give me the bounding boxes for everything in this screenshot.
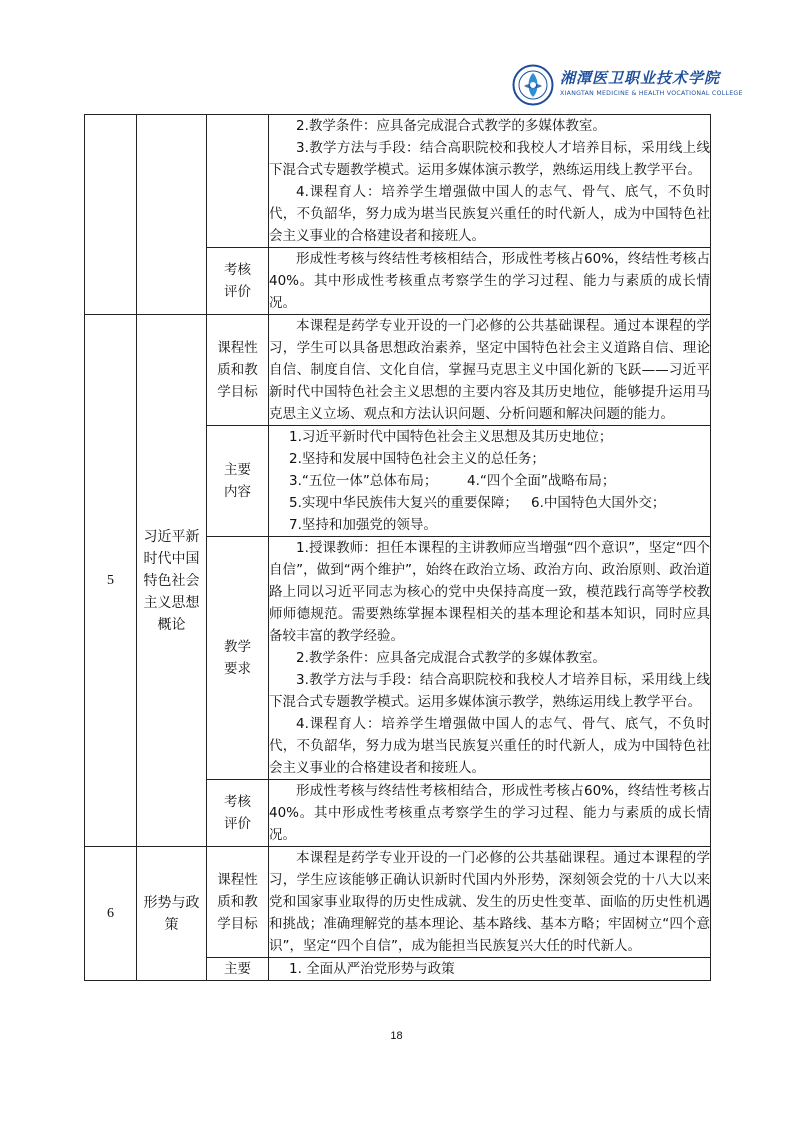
nature-label: 课程性 质和教 学目标 bbox=[207, 847, 269, 958]
assessment-text: 形成性考核与终结性考核相结合，形成性考核占60%，终结性考核占40%。其中形成性考核重点考察学生的学习过程、能力与素质的成长情况。 bbox=[269, 780, 711, 847]
logo-english-name: XIANGTAN MEDICINE & HEALTH VOCATIONAL COLLEGE bbox=[560, 90, 743, 97]
course-name: 形势与政策 bbox=[137, 847, 207, 981]
course-number: 6 bbox=[85, 847, 137, 981]
number-cell-continued bbox=[85, 115, 137, 315]
assessment-label: 考核 评价 bbox=[207, 780, 269, 847]
curriculum-table bbox=[84, 114, 711, 981]
list-item: 1. 全面从严治党形势与政策 bbox=[289, 961, 455, 977]
content-label: 主要 内容 bbox=[207, 426, 269, 537]
teaching-requirements-continued bbox=[269, 115, 711, 248]
teaching-requirements bbox=[269, 537, 711, 780]
course-name: 习近平新时代中国特色社会主义思想概论 bbox=[137, 315, 207, 847]
logo-chinese-name: 湘潭医卫职业技术学院 bbox=[560, 69, 721, 87]
requirement-item: 4.课程育人：培养学生增强做中国人的志气、骨气、底气，不负时代，不负韶华，努力成为堪当民族复兴重任的时代新人，成为中国特色社会主义事业的合格建设者和接班人。 bbox=[269, 184, 710, 244]
list-item: 1.习近平新时代中国特色社会主义思想及其历史地位； bbox=[289, 429, 613, 445]
nature-text: 本课程是药学专业开设的一门必修的公共基础课程。通过本课程的学习，学生应该能够正确认识新时代国内外形势，深刻领会党的十八大以来党和国家事业取得的历史性成就、发生的历史性变革、面临的历史性机遇和挑战；准确理解党的基本理论、基本路线、基本方略；牢固树立“四个意识”，坚定“四个自信”，成为能担当民族复兴大任的时代新人。 bbox=[269, 847, 711, 958]
page-number: 18 bbox=[390, 1030, 403, 1042]
list-item: 2.坚持和发展中国特色社会主义的总任务； bbox=[289, 451, 545, 467]
assessment-text: 形成性考核与终结性考核相结合，形成性考核占60%，终结性考核占40%。其中形成性考核重点考察学生的学习过程、能力与素质的成长情况。 bbox=[269, 248, 711, 315]
requirement-item: 3.教学方法与手段：结合高职院校和我校人才培养目标，采用线上线下混合式专题教学模式。运用多媒体演示教学，熟练运用线上教学平台。 bbox=[269, 672, 710, 710]
requirement-item: 4.课程育人：培养学生增强做中国人的志气、骨气、底气，不负时代，不负韶华，努力成为堪当民族复兴重任的时代新人，成为中国特色社会主义事业的合格建设者和接班人。 bbox=[269, 716, 710, 776]
label-cell-continued bbox=[207, 115, 269, 248]
nature-text: 本课程是药学专业开设的一门必修的公共基础课程。通过本课程的学习，学生可以具备思想政治素养，坚定中国特色社会主义道路自信、理论自信、制度自信、文化自信，掌握马克思主义中国化新的飞跃——习近平新时代中国特色社会主义思想的主要内容及其历史地位，能够提升运用马克思主义立场、观点和方法认识问题、分析问题和解决问题的能力。 bbox=[269, 315, 711, 426]
list-item: 5.实现中华民族伟大复兴的重要保障； 6.中国特色大国外交； bbox=[289, 495, 666, 511]
requirement-item: 1.授课教师：担任本课程的主讲教师应当增强“四个意识”，坚定“四个自信”，做到“两个维护”，始终在政治立场、政治方向、政治原则、政治道路上同以习近平同志为核心的党中央保持高度一致，模范践行高等学校教师师德规范。需要熟练掌握本课程相关的基本理论和基本知识，同时应具备较丰富的教学经验。 bbox=[269, 540, 710, 644]
content-label: 主要 bbox=[207, 958, 269, 981]
course-number: 5 bbox=[85, 315, 137, 847]
nature-label: 课程性 质和教 学目标 bbox=[207, 315, 269, 426]
table-row bbox=[85, 847, 711, 958]
college-logo bbox=[512, 64, 772, 110]
requirement-item: 2.教学条件：应具备完成混合式教学的多媒体教室。 bbox=[296, 650, 606, 666]
content-list bbox=[269, 426, 711, 537]
college-seal-icon bbox=[512, 64, 554, 106]
assessment-label: 考核 评价 bbox=[207, 248, 269, 315]
requirement-label: 教学 要求 bbox=[207, 537, 269, 780]
list-item: 3.“五位一体”总体布局； 4.“四个全面”战略布局； bbox=[289, 473, 616, 489]
table-row bbox=[85, 115, 711, 248]
list-item: 7.坚持和加强党的领导。 bbox=[289, 517, 437, 533]
requirement-item: 3.教学方法与手段：结合高职院校和我校人才培养目标，采用线上线下混合式专题教学模式。运用多媒体演示教学，熟练运用线上教学平台。 bbox=[269, 140, 710, 178]
table-row bbox=[85, 315, 711, 426]
content-list bbox=[269, 958, 711, 981]
requirement-item: 2.教学条件：应具备完成混合式教学的多媒体教室。 bbox=[296, 118, 606, 134]
course-name-cell-continued bbox=[137, 115, 207, 315]
